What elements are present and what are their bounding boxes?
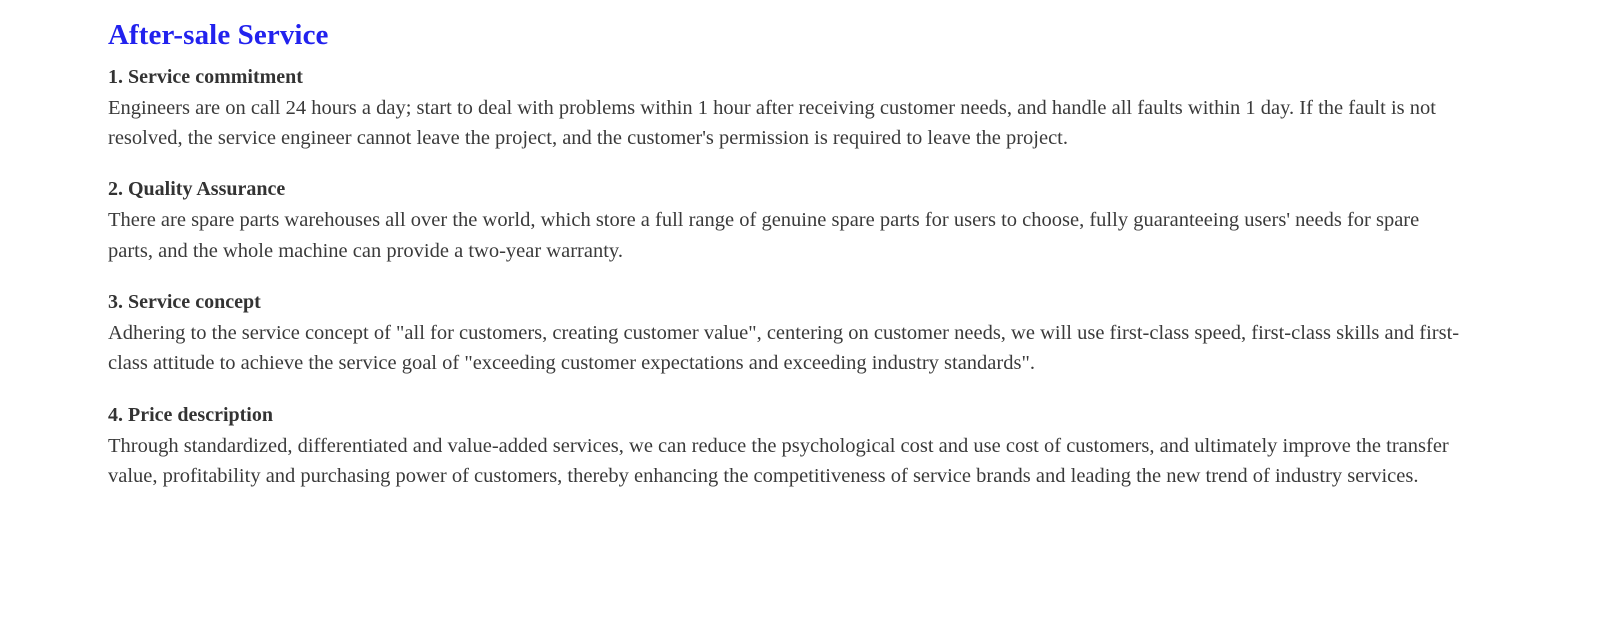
- page-title: After-sale Service: [108, 19, 329, 51]
- section-body: There are spare parts warehouses all over the world, which store a full range of genuine spare parts for users to choose, fully guaranteeing users' needs for spare parts, and the whole machine can provide a two-year warranty.: [108, 209, 1420, 262]
- section-heading: 2. Quality Assurance: [108, 178, 286, 201]
- section-body: Through standardized, differentiated and value-added services, we can reduce the psychological cost and use cost of customers, and ultimately improve the transfer value, profitability and purchasing power of customers, thereby enhancing the competitiveness of service brands and leading the new trend of industry services.: [108, 434, 1449, 488]
- section-body: Engineers are on call 24 hours a day; start to deal with problems within 1 hour after receiving customer needs, and handle all faults within 1 day. If the fault is not resolved, the service engineer cannot leave the project, and the customer's permission is required to leave the project.: [108, 96, 1436, 150]
- section-body: Adhering to the service concept of "all for customers, creating customer value", centering on customer needs, we will use first-class speed, first-class skills and first-class attitude to achieve the service goal of "exceeding customer expectations and exceeding industry standards".: [108, 322, 1460, 375]
- section-heading: 1. Service commitment: [108, 65, 303, 88]
- section-price-description: [108, 401, 1500, 492]
- section-heading: 4. Price description: [108, 403, 273, 426]
- section-service-commitment: [108, 63, 1500, 154]
- section-quality-assurance: [108, 175, 1500, 266]
- section-heading: 3. Service concept: [108, 291, 261, 314]
- section-service-concept: [108, 288, 1500, 379]
